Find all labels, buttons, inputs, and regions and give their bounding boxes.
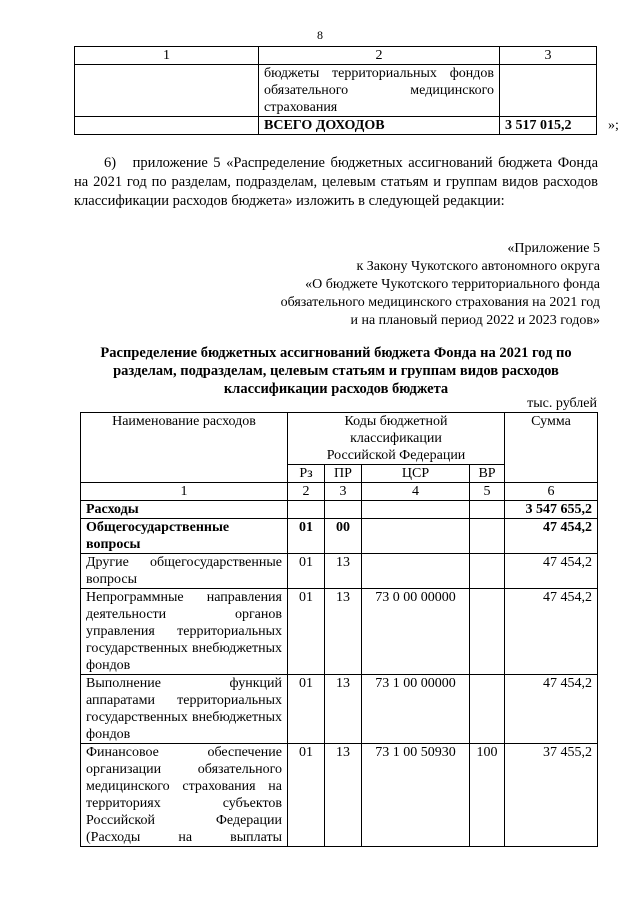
table-row: [81, 554, 598, 589]
row-code-vr: [470, 519, 505, 554]
continuation-table: [74, 46, 597, 135]
table-body: [81, 501, 598, 847]
row-code-csr: 73 1 00 00000: [362, 675, 470, 744]
row-code-pr: [325, 501, 362, 519]
row-sum: 37 455,2: [505, 744, 598, 847]
column-number: 5: [470, 483, 505, 501]
row-code-pr: 00: [325, 519, 362, 554]
row-name: Общегосударственные вопросы: [81, 519, 288, 554]
table-row: [81, 501, 598, 519]
row-sum: 47 454,2: [505, 519, 598, 554]
column-number: 4: [362, 483, 470, 501]
row-sum: 3 547 655,2: [505, 501, 598, 519]
row-code-rz: 01: [288, 744, 325, 847]
table-cell: [75, 65, 259, 117]
table-header-row: [81, 413, 598, 465]
row-sum: 47 454,2: [505, 554, 598, 589]
appendix-line: к Закону Чукотского автономного округа: [356, 259, 600, 274]
row-code-pr: 13: [325, 744, 362, 847]
paragraph-number: 6): [104, 155, 117, 171]
row-code-vr: [470, 589, 505, 675]
row-code-csr: 73 1 00 50930: [362, 744, 470, 847]
total-value: 3 517 015,2: [500, 117, 597, 135]
row-code-csr: [362, 554, 470, 589]
column-number: 2: [288, 483, 325, 501]
row-code-vr: [470, 554, 505, 589]
row-code-csr: [362, 519, 470, 554]
expenditure-table: [80, 412, 598, 847]
row-code-vr: 100: [470, 744, 505, 847]
row-code-vr: [470, 675, 505, 744]
row-code-rz: 01: [288, 589, 325, 675]
document-title: Распределение бюджетных ассигнований бюджета Фонда на 2021 год по разделам, подразделам, целевым статьям и группам видов расходов классификации расходов бюджета: [100, 345, 572, 397]
table-cell: бюджеты территориальных фондов обязательного медицинского страхования: [259, 65, 500, 117]
appendix-line: и на плановый период 2022 и 2023 годов»: [350, 313, 600, 328]
row-code-vr: [470, 501, 505, 519]
appendix-line: «Приложение 5: [507, 241, 600, 256]
table-row: [75, 65, 597, 117]
column-numbers-row: [81, 483, 598, 501]
header-name: Наименование расходов: [81, 413, 288, 483]
header-pr: ПР: [325, 465, 362, 483]
row-name: Непрограммные направления деятельности органов управления территориальных государственных внебюджетных фондов: [81, 589, 288, 675]
row-code-pr: 13: [325, 589, 362, 675]
amendment-paragraph: [74, 154, 598, 211]
header-vr: ВР: [470, 465, 505, 483]
row-name: Расходы: [81, 501, 288, 519]
row-code-rz: 01: [288, 519, 325, 554]
appendix-line: «О бюджете Чукотского территориального фонда: [305, 277, 600, 292]
row-code-pr: 13: [325, 675, 362, 744]
row-code-pr: 13: [325, 554, 362, 589]
column-number: 1: [75, 47, 259, 65]
row-code-rz: 01: [288, 675, 325, 744]
appendix-line: обязательного медицинского страхования на 2021 год: [280, 295, 600, 310]
units-label: тыс. рублей: [527, 396, 597, 411]
header-sum: Сумма: [505, 413, 598, 483]
total-row: [75, 117, 597, 135]
row-code-csr: 73 0 00 00000: [362, 589, 470, 675]
column-number: 3: [325, 483, 362, 501]
table-row: [81, 744, 598, 847]
row-code-rz: 01: [288, 554, 325, 589]
row-code-rz: [288, 501, 325, 519]
table-cell: [500, 65, 597, 117]
header-rz: Рз: [288, 465, 325, 483]
appendix-header: [180, 240, 600, 330]
paragraph-text: приложение 5 «Распределение бюджетных ассигнований бюджета Фонда на 2021 год по разделам, подразделам, целевым статьям и группам видов расходов классификации расходов бюджета» изложить в следующей редакции:: [74, 155, 598, 209]
row-sum: 47 454,2: [505, 589, 598, 675]
column-number: 3: [500, 47, 597, 65]
total-label: ВСЕГО ДОХОДОВ: [259, 117, 500, 135]
row-name: Выполнение функций аппаратами территориальных государственных внебюджетных фондов: [81, 675, 288, 744]
row-name: Финансовое обеспечение организации обязательного медицинского страхования на территориях субъектов Российской Федерации (Расходы на выплаты: [81, 744, 288, 847]
table-header-row: [75, 47, 597, 65]
table-row: [81, 589, 598, 675]
row-sum: 47 454,2: [505, 675, 598, 744]
row-code-csr: [362, 501, 470, 519]
row-name: Другие общегосударственные вопросы: [81, 554, 288, 589]
column-number: 1: [81, 483, 288, 501]
column-number: 6: [505, 483, 598, 501]
column-number: 2: [259, 47, 500, 65]
table-row: [81, 519, 598, 554]
header-codes: Коды бюджетной классификации Российской Федерации: [288, 413, 505, 465]
header-csr: ЦСР: [362, 465, 470, 483]
page-number: 8: [317, 28, 323, 42]
table-cell: [75, 117, 259, 135]
table-row: [81, 675, 598, 744]
closing-quote: »;: [608, 118, 619, 133]
